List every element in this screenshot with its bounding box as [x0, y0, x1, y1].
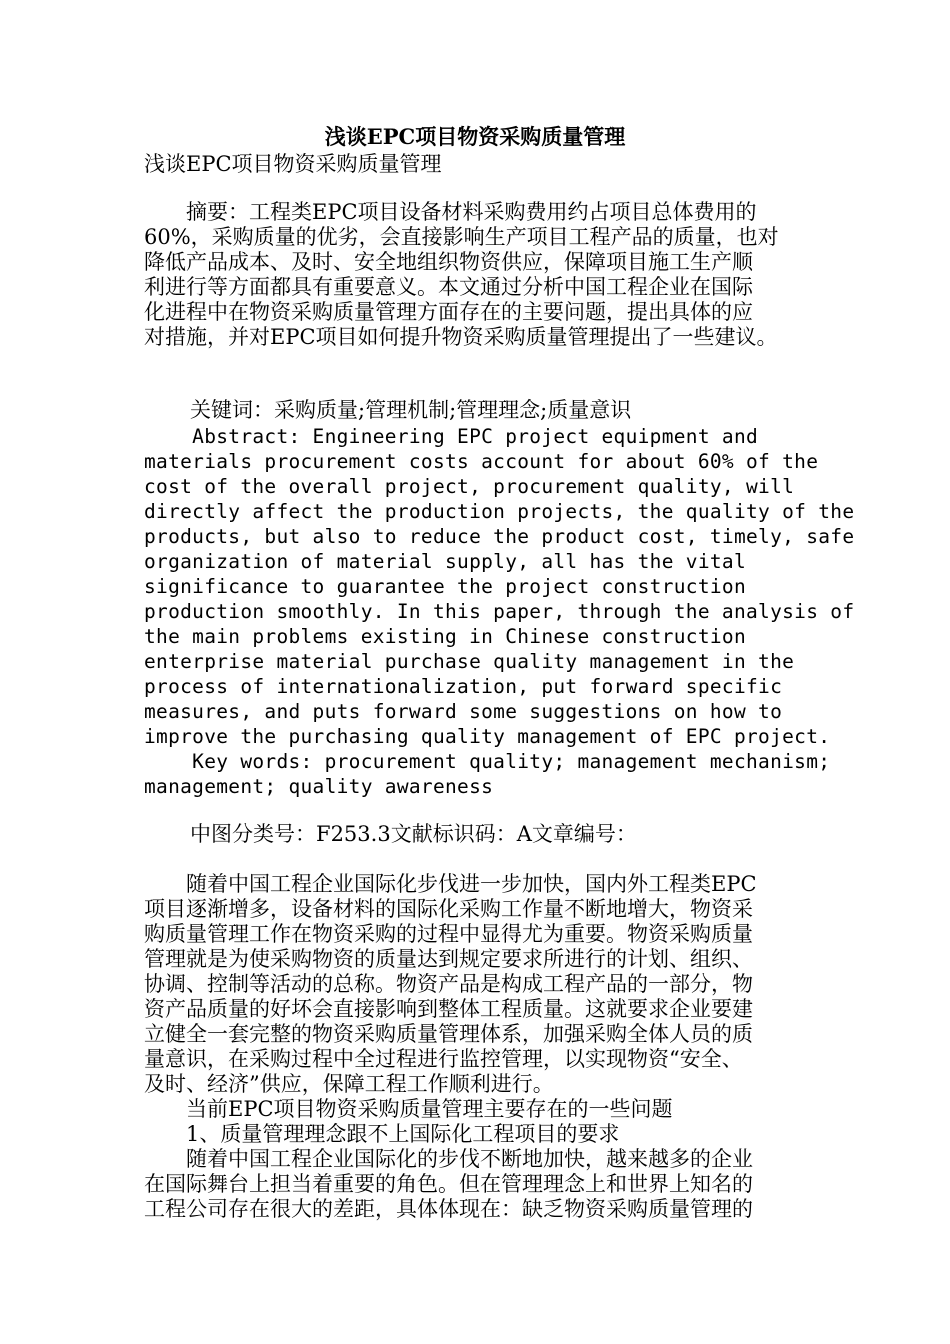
abstract-en-line: production smoothly. In this paper, through the analysis of — [144, 600, 855, 623]
body-line: 协调、控制等活动的总称。物资产品是构成工程产品的一部分，物 — [144, 972, 753, 996]
body-text — [144, 872, 806, 1222]
abstract-en-line: improve the purchasing quality management of EPC project. — [144, 725, 831, 748]
abstract-cn-line: 降低产品成本、及时、安全地组织物资供应，保障项目施工生产顺 — [144, 250, 753, 274]
document-subtitle: 浅谈EPC项目物资采购质量管理 — [144, 152, 442, 176]
abstract-en-line: organization of material supply, all has the vital — [144, 550, 746, 573]
abstract-en-line: the main problems existing in Chinese construction — [144, 625, 746, 648]
abstract-english — [144, 424, 855, 799]
abstract-cn-line: 60%，采购质量的优劣，会直接影响生产项目工程产品的质量，也对 — [144, 225, 779, 249]
abstract-en-line: measures, and puts forward some suggestions on how to — [144, 700, 783, 723]
abstract-en-line: products, but also to reduce the product cost, timely, safe — [144, 525, 855, 548]
abstract-en-line: significance to guarantee the project construction — [144, 575, 746, 598]
body-line: 随着中国工程企业国际化的步伐不断地加快，越来越多的企业 — [144, 1147, 753, 1171]
body-line: 项目逐渐增多，设备材料的国际化采购工作量不断地增大，物资采 — [144, 897, 753, 921]
keywords-english-line: management; quality awareness — [144, 775, 494, 798]
body-line: 工程公司存在很大的差距，具体体现在：缺乏物资采购质量管理的 — [144, 1197, 753, 1221]
body-line: 管理就是为使采购物资的质量达到规定要求所进行的计划、组织、 — [144, 947, 753, 971]
subsection-heading: 1、质量管理理念跟不上国际化工程项目的要求 — [144, 1122, 620, 1146]
body-line: 随着中国工程企业国际化步伐进一步加快，国内外工程类EPC — [144, 872, 757, 896]
abstract-en-line: Abstract: Engineering EPC project equipment and — [144, 425, 759, 448]
body-line: 立健全一套完整的物资采购质量管理体系，加强采购全体人员的质 — [144, 1022, 753, 1046]
section-heading: 当前EPC项目物资采购质量管理主要存在的一些问题 — [144, 1097, 673, 1121]
abstract-cn-line: 摘要：工程类EPC项目设备材料采购费用约占项目总体费用的 — [144, 200, 757, 224]
abstract-en-line: directly affect the production projects, the quality of the — [144, 500, 855, 523]
body-line: 量意识，在采购过程中全过程进行监控管理，以实现物资“安全、 — [144, 1047, 743, 1071]
keywords-english-line: Key words: procurement quality; management mechanism; — [144, 750, 831, 773]
body-line: 购质量管理工作在物资采购的过程中显得尤为重要。物资采购质量 — [144, 922, 753, 946]
abstract-en-line: process of internationalization, put forward specific — [144, 675, 783, 698]
abstract-cn-line: 利进行等方面都具有重要意义。本文通过分析中国工程企业在国际 — [144, 275, 753, 299]
abstract-en-line: materials procurement costs account for about 60% of the — [144, 450, 819, 473]
abstract-en-line: cost of the overall project, procurement quality, will — [144, 475, 795, 498]
classification-line: 中图分类号：F253.3文献标识码：A文章编号： — [190, 822, 637, 846]
abstract-cn-line: 化进程中在物资采购质量管理方面存在的主要问题，提出具体的应 — [144, 300, 753, 324]
keywords-chinese: 关键词：采购质量;管理机制;管理理念;质量意识 — [190, 398, 632, 422]
document-title: 浅谈EPC项目物资采购质量管理 — [324, 124, 626, 149]
body-line: 资产品质量的好坏会直接影响到整体工程质量。这就要求企业要建 — [144, 997, 753, 1021]
body-line: 及时、经济”供应，保障工程工作顺利进行。 — [144, 1072, 554, 1096]
abstract-en-line: enterprise material purchase quality management in the — [144, 650, 795, 673]
body-line: 在国际舞台上担当着重要的角色。但在管理理念上和世界上知名的 — [144, 1172, 753, 1196]
abstract-cn-line: 对措施，并对EPC项目如何提升物资采购质量管理提出了一些建议。 — [144, 325, 778, 349]
abstract-chinese — [144, 200, 806, 350]
